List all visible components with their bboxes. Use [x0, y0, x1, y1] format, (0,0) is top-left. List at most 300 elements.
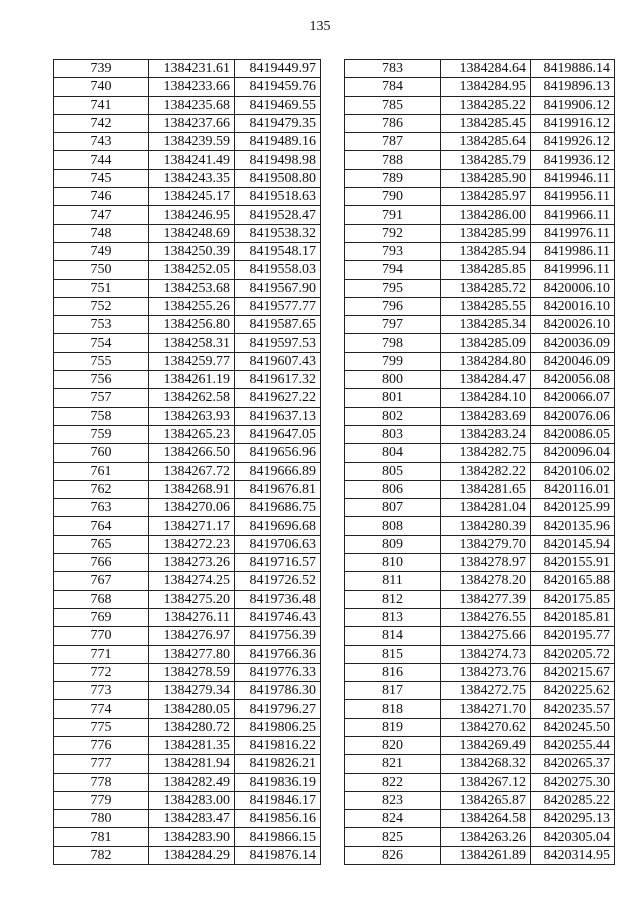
- point-number-cell: 820: [345, 736, 441, 754]
- table-row: [54, 462, 321, 480]
- table-row: [54, 499, 321, 517]
- x-coordinate-cell: 1384285.55: [441, 297, 531, 315]
- table-row: [345, 279, 615, 297]
- y-coordinate-cell: 8420145.94: [531, 535, 615, 553]
- point-number-cell: 798: [345, 334, 441, 352]
- x-coordinate-cell: 1384265.23: [149, 425, 235, 443]
- y-coordinate-cell: 8420205.72: [531, 645, 615, 663]
- point-number-cell: 753: [54, 316, 149, 334]
- table-row: [54, 773, 321, 791]
- x-coordinate-cell: 1384274.25: [149, 572, 235, 590]
- point-number-cell: 752: [54, 297, 149, 315]
- point-number-cell: 778: [54, 773, 149, 791]
- x-coordinate-cell: 1384284.29: [149, 846, 235, 864]
- point-number-cell: 801: [345, 389, 441, 407]
- y-coordinate-cell: 8419946.11: [531, 169, 615, 187]
- y-coordinate-cell: 8419548.17: [235, 242, 321, 260]
- y-coordinate-cell: 8419647.05: [235, 425, 321, 443]
- y-coordinate-cell: 8419916.12: [531, 114, 615, 132]
- y-coordinate-cell: 8419459.76: [235, 78, 321, 96]
- point-number-cell: 821: [345, 755, 441, 773]
- x-coordinate-cell: 1384276.11: [149, 608, 235, 626]
- point-number-cell: 755: [54, 352, 149, 370]
- y-coordinate-cell: 8419577.77: [235, 297, 321, 315]
- y-coordinate-cell: 8420066.07: [531, 389, 615, 407]
- point-number-cell: 818: [345, 700, 441, 718]
- x-coordinate-cell: 1384267.72: [149, 462, 235, 480]
- point-number-cell: 785: [345, 96, 441, 114]
- table-row: [345, 169, 615, 187]
- y-coordinate-cell: 8420195.77: [531, 627, 615, 645]
- y-coordinate-cell: 8419896.13: [531, 78, 615, 96]
- x-coordinate-cell: 1384285.09: [441, 334, 531, 352]
- point-number-cell: 777: [54, 755, 149, 773]
- point-number-cell: 765: [54, 535, 149, 553]
- point-number-cell: 754: [54, 334, 149, 352]
- point-number-cell: 804: [345, 444, 441, 462]
- y-coordinate-cell: 8419637.13: [235, 407, 321, 425]
- table-row: [345, 133, 615, 151]
- table-row: [54, 755, 321, 773]
- point-number-cell: 823: [345, 791, 441, 809]
- table-row: [54, 206, 321, 224]
- table-row: [345, 316, 615, 334]
- table-row: [345, 700, 615, 718]
- table-row: [345, 425, 615, 443]
- table-row: [54, 444, 321, 462]
- table-row: [54, 810, 321, 828]
- x-coordinate-cell: 1384269.49: [441, 736, 531, 754]
- table-row: [345, 297, 615, 315]
- table-row: [345, 736, 615, 754]
- x-coordinate-cell: 1384285.90: [441, 169, 531, 187]
- point-number-cell: 812: [345, 590, 441, 608]
- point-number-cell: 803: [345, 425, 441, 443]
- x-coordinate-cell: 1384285.79: [441, 151, 531, 169]
- point-number-cell: 819: [345, 718, 441, 736]
- x-coordinate-cell: 1384282.22: [441, 462, 531, 480]
- table-row: [54, 425, 321, 443]
- x-coordinate-cell: 1384262.58: [149, 389, 235, 407]
- point-number-cell: 750: [54, 261, 149, 279]
- y-coordinate-cell: 8420096.04: [531, 444, 615, 462]
- table-row: [54, 700, 321, 718]
- x-coordinate-cell: 1384279.70: [441, 535, 531, 553]
- x-coordinate-cell: 1384250.39: [149, 242, 235, 260]
- point-number-cell: 740: [54, 78, 149, 96]
- x-coordinate-cell: 1384265.87: [441, 791, 531, 809]
- y-coordinate-cell: 8419996.11: [531, 261, 615, 279]
- x-coordinate-cell: 1384248.69: [149, 224, 235, 242]
- point-number-cell: 824: [345, 810, 441, 828]
- x-coordinate-cell: 1384273.26: [149, 554, 235, 572]
- y-coordinate-cell: 8420016.10: [531, 297, 615, 315]
- y-coordinate-cell: 8419676.81: [235, 480, 321, 498]
- y-coordinate-cell: 8420076.06: [531, 407, 615, 425]
- x-coordinate-cell: 1384285.85: [441, 261, 531, 279]
- x-coordinate-cell: 1384245.17: [149, 188, 235, 206]
- table-row: [54, 224, 321, 242]
- y-coordinate-cell: 8419886.14: [531, 60, 615, 78]
- table-row: [345, 334, 615, 352]
- table-row: [54, 316, 321, 334]
- x-coordinate-cell: 1384285.94: [441, 242, 531, 260]
- table-row: [345, 572, 615, 590]
- x-coordinate-cell: 1384279.34: [149, 682, 235, 700]
- table-row: [345, 554, 615, 572]
- table-body-right: [345, 60, 615, 865]
- x-coordinate-cell: 1384283.00: [149, 791, 235, 809]
- point-number-cell: 781: [54, 828, 149, 846]
- point-number-cell: 772: [54, 663, 149, 681]
- point-number-cell: 786: [345, 114, 441, 132]
- point-number-cell: 742: [54, 114, 149, 132]
- x-coordinate-cell: 1384286.00: [441, 206, 531, 224]
- y-coordinate-cell: 8420006.10: [531, 279, 615, 297]
- table-row: [345, 78, 615, 96]
- y-coordinate-cell: 8419856.16: [235, 810, 321, 828]
- y-coordinate-cell: 8419597.53: [235, 334, 321, 352]
- point-number-cell: 825: [345, 828, 441, 846]
- point-number-cell: 751: [54, 279, 149, 297]
- point-number-cell: 796: [345, 297, 441, 315]
- table-row: [54, 60, 321, 78]
- point-number-cell: 743: [54, 133, 149, 151]
- point-number-cell: 799: [345, 352, 441, 370]
- point-number-cell: 756: [54, 371, 149, 389]
- x-coordinate-cell: 1384231.61: [149, 60, 235, 78]
- table-row: [54, 627, 321, 645]
- x-coordinate-cell: 1384285.99: [441, 224, 531, 242]
- y-coordinate-cell: 8420185.81: [531, 608, 615, 626]
- table-row: [54, 242, 321, 260]
- x-coordinate-cell: 1384259.77: [149, 352, 235, 370]
- point-number-cell: 810: [345, 554, 441, 572]
- point-number-cell: 744: [54, 151, 149, 169]
- point-number-cell: 793: [345, 242, 441, 260]
- y-coordinate-cell: 8420255.44: [531, 736, 615, 754]
- table-row: [54, 791, 321, 809]
- point-number-cell: 808: [345, 517, 441, 535]
- y-coordinate-cell: 8419627.22: [235, 389, 321, 407]
- y-coordinate-cell: 8419706.63: [235, 535, 321, 553]
- y-coordinate-cell: 8419469.55: [235, 96, 321, 114]
- y-coordinate-cell: 8419796.27: [235, 700, 321, 718]
- table-row: [345, 627, 615, 645]
- point-number-cell: 758: [54, 407, 149, 425]
- table-row: [54, 846, 321, 864]
- y-coordinate-cell: 8420026.10: [531, 316, 615, 334]
- coordinates-table-right: [344, 59, 615, 865]
- point-number-cell: 807: [345, 499, 441, 517]
- point-number-cell: 789: [345, 169, 441, 187]
- table-row: [54, 645, 321, 663]
- x-coordinate-cell: 1384276.97: [149, 627, 235, 645]
- y-coordinate-cell: 8419538.32: [235, 224, 321, 242]
- table-row: [345, 114, 615, 132]
- x-coordinate-cell: 1384241.49: [149, 151, 235, 169]
- table-row: [345, 846, 615, 864]
- y-coordinate-cell: 8419449.97: [235, 60, 321, 78]
- table-row: [54, 188, 321, 206]
- table-row: [54, 663, 321, 681]
- x-coordinate-cell: 1384264.58: [441, 810, 531, 828]
- x-coordinate-cell: 1384284.64: [441, 60, 531, 78]
- y-coordinate-cell: 8419498.98: [235, 151, 321, 169]
- y-coordinate-cell: 8419826.21: [235, 755, 321, 773]
- x-coordinate-cell: 1384263.93: [149, 407, 235, 425]
- x-coordinate-cell: 1384277.39: [441, 590, 531, 608]
- table-row: [345, 718, 615, 736]
- table-row: [54, 96, 321, 114]
- y-coordinate-cell: 8420295.13: [531, 810, 615, 828]
- table-row: [345, 60, 615, 78]
- x-coordinate-cell: 1384268.32: [441, 755, 531, 773]
- x-coordinate-cell: 1384275.66: [441, 627, 531, 645]
- point-number-cell: 800: [345, 371, 441, 389]
- table-row: [54, 608, 321, 626]
- table-row: [54, 279, 321, 297]
- point-number-cell: 788: [345, 151, 441, 169]
- y-coordinate-cell: 8419558.03: [235, 261, 321, 279]
- table-row: [345, 608, 615, 626]
- table-row: [345, 261, 615, 279]
- y-coordinate-cell: 8420056.08: [531, 371, 615, 389]
- x-coordinate-cell: 1384281.04: [441, 499, 531, 517]
- table-row: [345, 663, 615, 681]
- page-number: 135: [309, 19, 331, 34]
- y-coordinate-cell: 8420116.01: [531, 480, 615, 498]
- x-coordinate-cell: 1384274.73: [441, 645, 531, 663]
- y-coordinate-cell: 8419666.89: [235, 462, 321, 480]
- table-row: [54, 78, 321, 96]
- y-coordinate-cell: 8420275.30: [531, 773, 615, 791]
- x-coordinate-cell: 1384255.26: [149, 297, 235, 315]
- table-row: [345, 352, 615, 370]
- y-coordinate-cell: 8419956.11: [531, 188, 615, 206]
- point-number-cell: 746: [54, 188, 149, 206]
- table-row: [54, 480, 321, 498]
- table-row: [54, 133, 321, 151]
- point-number-cell: 802: [345, 407, 441, 425]
- point-number-cell: 739: [54, 60, 149, 78]
- table-row: [345, 407, 615, 425]
- x-coordinate-cell: 1384252.05: [149, 261, 235, 279]
- point-number-cell: 815: [345, 645, 441, 663]
- table-row: [345, 389, 615, 407]
- x-coordinate-cell: 1384280.72: [149, 718, 235, 736]
- point-number-cell: 806: [345, 480, 441, 498]
- y-coordinate-cell: 8420215.67: [531, 663, 615, 681]
- table-row: [345, 371, 615, 389]
- x-coordinate-cell: 1384281.35: [149, 736, 235, 754]
- point-number-cell: 792: [345, 224, 441, 242]
- table-row: [54, 828, 321, 846]
- x-coordinate-cell: 1384270.62: [441, 718, 531, 736]
- table-row: [345, 535, 615, 553]
- y-coordinate-cell: 8420285.22: [531, 791, 615, 809]
- y-coordinate-cell: 8420305.04: [531, 828, 615, 846]
- table-row: [345, 645, 615, 663]
- x-coordinate-cell: 1384267.12: [441, 773, 531, 791]
- point-number-cell: 768: [54, 590, 149, 608]
- table-row: [345, 462, 615, 480]
- x-coordinate-cell: 1384285.97: [441, 188, 531, 206]
- x-coordinate-cell: 1384277.80: [149, 645, 235, 663]
- y-coordinate-cell: 8420135.96: [531, 517, 615, 535]
- table-row: [54, 736, 321, 754]
- point-number-cell: 757: [54, 389, 149, 407]
- x-coordinate-cell: 1384263.26: [441, 828, 531, 846]
- table-row: [54, 334, 321, 352]
- table-row: [345, 755, 615, 773]
- table-row: [345, 590, 615, 608]
- x-coordinate-cell: 1384284.10: [441, 389, 531, 407]
- point-number-cell: 780: [54, 810, 149, 828]
- y-coordinate-cell: 8419587.65: [235, 316, 321, 334]
- y-coordinate-cell: 8420106.02: [531, 462, 615, 480]
- table-row: [54, 352, 321, 370]
- y-coordinate-cell: 8419567.90: [235, 279, 321, 297]
- point-number-cell: 805: [345, 462, 441, 480]
- table-row: [54, 554, 321, 572]
- table-body-left: [54, 60, 321, 865]
- y-coordinate-cell: 8419766.36: [235, 645, 321, 663]
- table-row: [54, 371, 321, 389]
- y-coordinate-cell: 8419508.80: [235, 169, 321, 187]
- x-coordinate-cell: 1384273.76: [441, 663, 531, 681]
- point-number-cell: 770: [54, 627, 149, 645]
- y-coordinate-cell: 8419656.96: [235, 444, 321, 462]
- point-number-cell: 761: [54, 462, 149, 480]
- y-coordinate-cell: 8419866.15: [235, 828, 321, 846]
- x-coordinate-cell: 1384278.97: [441, 554, 531, 572]
- x-coordinate-cell: 1384246.95: [149, 206, 235, 224]
- table-row: [345, 791, 615, 809]
- x-coordinate-cell: 1384266.50: [149, 444, 235, 462]
- y-coordinate-cell: 8419966.11: [531, 206, 615, 224]
- point-number-cell: 814: [345, 627, 441, 645]
- table-row: [345, 682, 615, 700]
- point-number-cell: 790: [345, 188, 441, 206]
- x-coordinate-cell: 1384278.20: [441, 572, 531, 590]
- x-coordinate-cell: 1384283.69: [441, 407, 531, 425]
- table-row: [54, 151, 321, 169]
- y-coordinate-cell: 8420125.99: [531, 499, 615, 517]
- x-coordinate-cell: 1384272.75: [441, 682, 531, 700]
- x-coordinate-cell: 1384285.45: [441, 114, 531, 132]
- table-row: [345, 224, 615, 242]
- point-number-cell: 811: [345, 572, 441, 590]
- y-coordinate-cell: 8419786.30: [235, 682, 321, 700]
- x-coordinate-cell: 1384261.89: [441, 846, 531, 864]
- point-number-cell: 773: [54, 682, 149, 700]
- y-coordinate-cell: 8419906.12: [531, 96, 615, 114]
- y-coordinate-cell: 8419736.48: [235, 590, 321, 608]
- y-coordinate-cell: 8419816.22: [235, 736, 321, 754]
- x-coordinate-cell: 1384271.17: [149, 517, 235, 535]
- y-coordinate-cell: 8420225.62: [531, 682, 615, 700]
- y-coordinate-cell: 8420235.57: [531, 700, 615, 718]
- x-coordinate-cell: 1384233.66: [149, 78, 235, 96]
- point-number-cell: 748: [54, 224, 149, 242]
- point-number-cell: 787: [345, 133, 441, 151]
- point-number-cell: 771: [54, 645, 149, 663]
- x-coordinate-cell: 1384281.65: [441, 480, 531, 498]
- x-coordinate-cell: 1384243.35: [149, 169, 235, 187]
- table-row: [54, 535, 321, 553]
- x-coordinate-cell: 1384283.24: [441, 425, 531, 443]
- table-row: [345, 151, 615, 169]
- x-coordinate-cell: 1384283.90: [149, 828, 235, 846]
- table-row: [54, 261, 321, 279]
- table-row: [345, 242, 615, 260]
- point-number-cell: 797: [345, 316, 441, 334]
- point-number-cell: 766: [54, 554, 149, 572]
- point-number-cell: 791: [345, 206, 441, 224]
- y-coordinate-cell: 8420165.88: [531, 572, 615, 590]
- y-coordinate-cell: 8419686.75: [235, 499, 321, 517]
- table-row: [54, 407, 321, 425]
- point-number-cell: 763: [54, 499, 149, 517]
- x-coordinate-cell: 1384280.05: [149, 700, 235, 718]
- y-coordinate-cell: 8419716.57: [235, 554, 321, 572]
- y-coordinate-cell: 8420245.50: [531, 718, 615, 736]
- y-coordinate-cell: 8419607.43: [235, 352, 321, 370]
- x-coordinate-cell: 1384270.06: [149, 499, 235, 517]
- x-coordinate-cell: 1384283.47: [149, 810, 235, 828]
- y-coordinate-cell: 8419746.43: [235, 608, 321, 626]
- x-coordinate-cell: 1384235.68: [149, 96, 235, 114]
- table-row: [345, 517, 615, 535]
- table-row: [54, 682, 321, 700]
- x-coordinate-cell: 1384271.70: [441, 700, 531, 718]
- table-row: [345, 96, 615, 114]
- table-row: [345, 828, 615, 846]
- y-coordinate-cell: 8419986.11: [531, 242, 615, 260]
- table-row: [345, 773, 615, 791]
- x-coordinate-cell: 1384285.64: [441, 133, 531, 151]
- y-coordinate-cell: 8419756.39: [235, 627, 321, 645]
- table-row: [345, 480, 615, 498]
- point-number-cell: 760: [54, 444, 149, 462]
- table-row: [54, 389, 321, 407]
- y-coordinate-cell: 8419726.52: [235, 572, 321, 590]
- point-number-cell: 784: [345, 78, 441, 96]
- table-row: [345, 206, 615, 224]
- y-coordinate-cell: 8419976.11: [531, 224, 615, 242]
- point-number-cell: 794: [345, 261, 441, 279]
- point-number-cell: 779: [54, 791, 149, 809]
- point-number-cell: 783: [345, 60, 441, 78]
- table-row: [345, 499, 615, 517]
- y-coordinate-cell: 8419806.25: [235, 718, 321, 736]
- y-coordinate-cell: 8419836.19: [235, 773, 321, 791]
- y-coordinate-cell: 8419846.17: [235, 791, 321, 809]
- x-coordinate-cell: 1384285.72: [441, 279, 531, 297]
- y-coordinate-cell: 8420086.05: [531, 425, 615, 443]
- point-number-cell: 762: [54, 480, 149, 498]
- point-number-cell: 776: [54, 736, 149, 754]
- y-coordinate-cell: 8419617.32: [235, 371, 321, 389]
- table-row: [345, 188, 615, 206]
- x-coordinate-cell: 1384268.91: [149, 480, 235, 498]
- x-coordinate-cell: 1384282.75: [441, 444, 531, 462]
- point-number-cell: 795: [345, 279, 441, 297]
- y-coordinate-cell: 8420314.95: [531, 846, 615, 864]
- table-row: [54, 590, 321, 608]
- point-number-cell: 775: [54, 718, 149, 736]
